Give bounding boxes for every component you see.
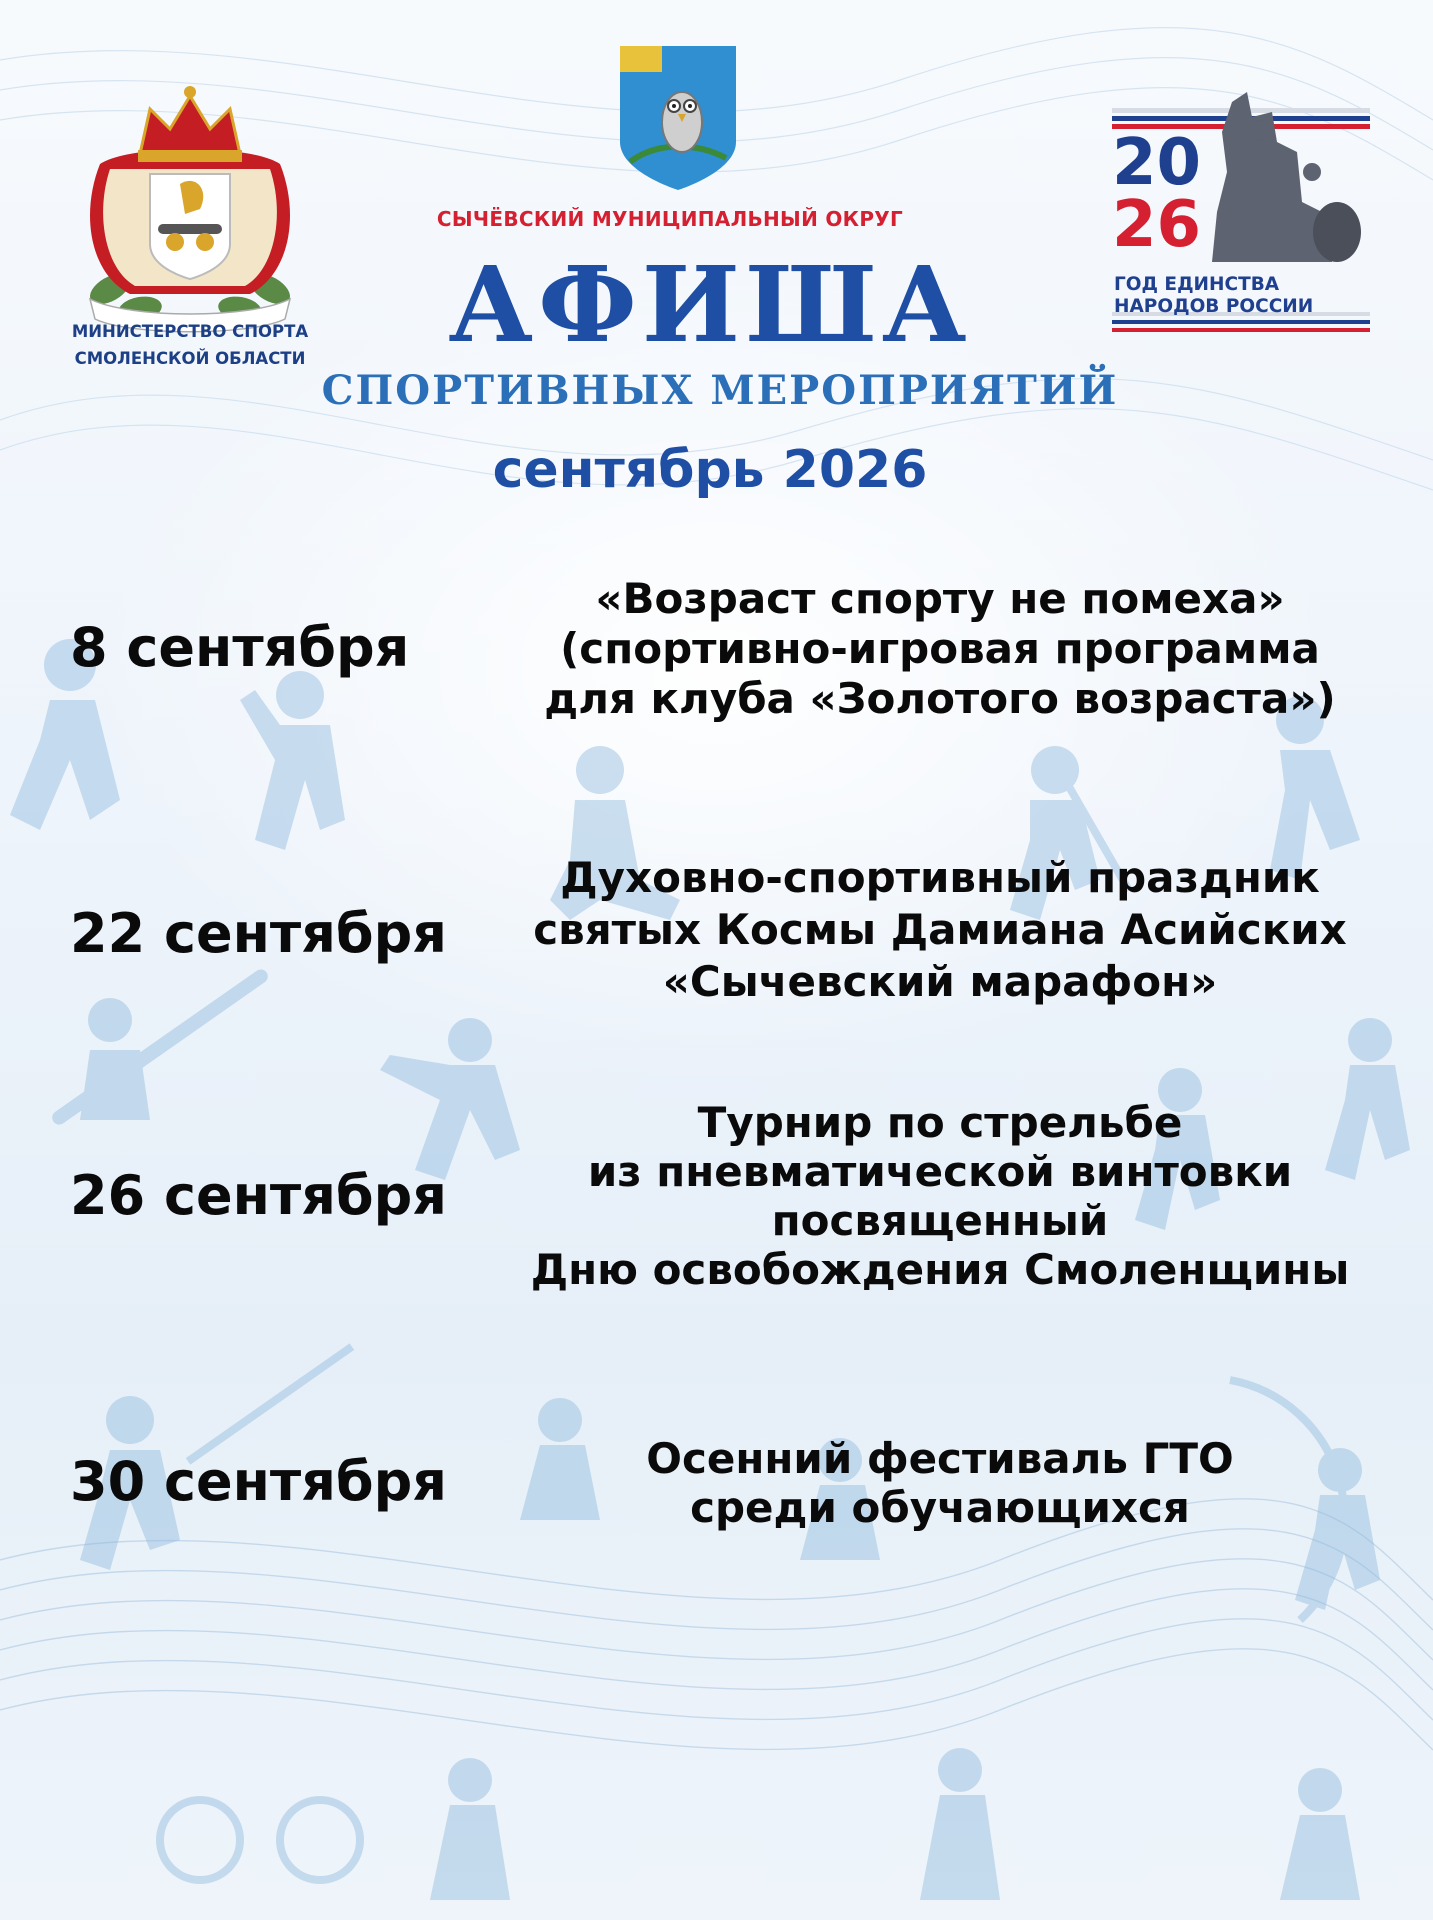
event-line: среди обучающихся bbox=[690, 1483, 1190, 1532]
year-caption bbox=[1114, 274, 1374, 318]
event-line: (спортивно-игровая программа bbox=[560, 624, 1320, 673]
event-description bbox=[480, 1434, 1400, 1532]
event-description bbox=[480, 852, 1400, 1008]
year-caption-line-1: ГОД ЕДИНСТВА bbox=[1114, 274, 1280, 295]
month-heading: сентябрь 2026 bbox=[492, 440, 928, 500]
district-name: СЫЧЁВСКИЙ МУНИЦИПАЛЬНЫЙ ОКРУГ bbox=[436, 207, 904, 231]
page-title: АФИША bbox=[448, 243, 972, 366]
event-line: для клуба «Золотого возраста») bbox=[544, 674, 1336, 723]
event-date: 30 сентября bbox=[70, 1450, 447, 1513]
event-line: посвященный bbox=[771, 1196, 1109, 1245]
event-date: 26 сентября bbox=[70, 1164, 447, 1227]
event-description bbox=[480, 574, 1400, 724]
page-subtitle: СПОРТИВНЫХ МЕРОПРИЯТИЙ bbox=[321, 367, 1119, 414]
event-line: святых Космы Дамиана Асийских bbox=[533, 905, 1347, 954]
ministry-name-line-1: МИНИСТЕРСТВО СПОРТА bbox=[71, 322, 309, 341]
event-line: Турнир по стрельбе bbox=[697, 1098, 1183, 1147]
ministry-name-line-2: СМОЛЕНСКОЙ ОБЛАСТИ bbox=[74, 349, 306, 368]
event-line: «Сычевский марафон» bbox=[662, 957, 1218, 1006]
event-line: Осенний фестиваль ГТО bbox=[646, 1434, 1234, 1483]
event-line: из пневматической винтовки bbox=[587, 1147, 1293, 1196]
event-date: 8 сентября bbox=[70, 616, 410, 679]
ministry-name bbox=[40, 318, 340, 372]
event-line: Духовно-спортивный праздник bbox=[560, 853, 1320, 902]
year-caption-line-2: НАРОДОВ РОССИИ bbox=[1114, 296, 1314, 317]
event-description bbox=[480, 1098, 1400, 1294]
owl-emblem-icon bbox=[616, 42, 740, 194]
year-bottom-text: 26 bbox=[1112, 188, 1202, 262]
year-top-text: 20 bbox=[1112, 126, 1202, 200]
event-line: Дню освобождения Смоленщины bbox=[530, 1245, 1350, 1294]
event-date: 22 сентября bbox=[70, 902, 447, 965]
event-line: «Возраст спорту не помеха» bbox=[595, 574, 1285, 623]
